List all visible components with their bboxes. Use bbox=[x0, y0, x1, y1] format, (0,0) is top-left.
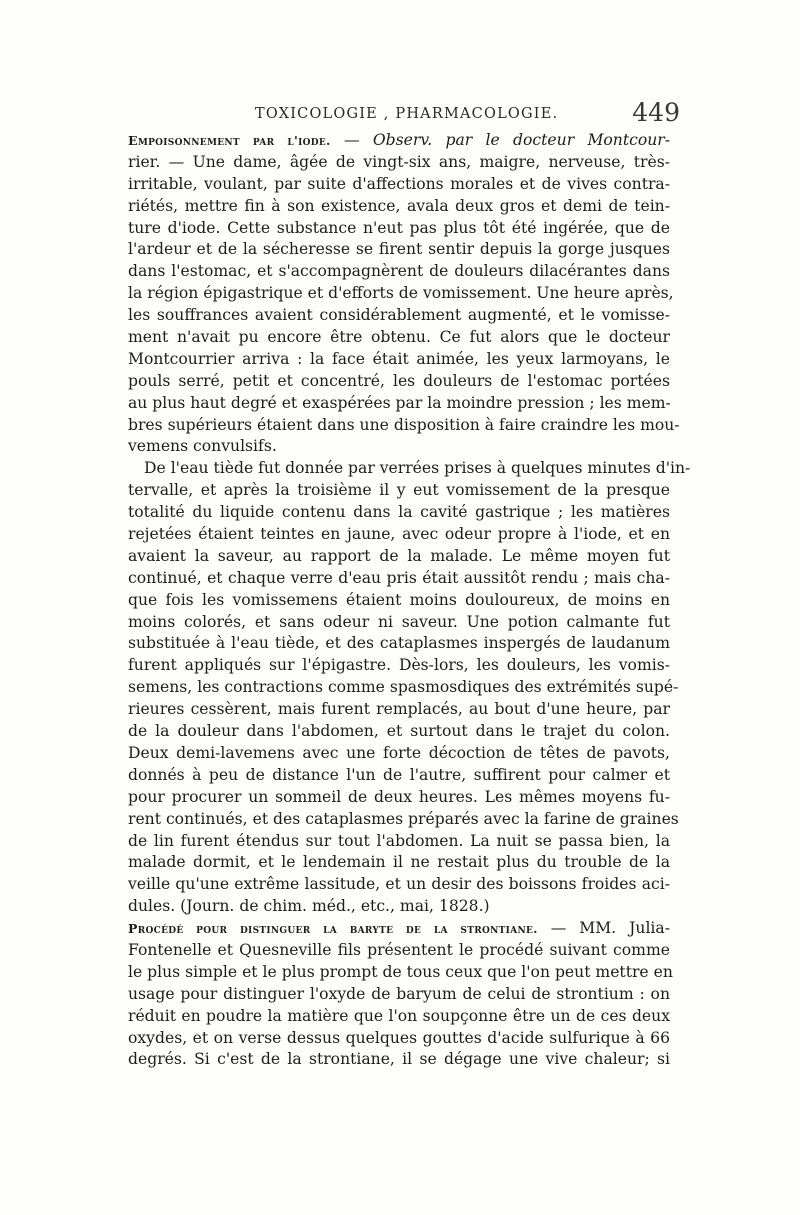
text-line: ment n'avait pu encore être obtenu. Ce fut alors que le docteur bbox=[128, 328, 670, 347]
text-line: de la douleur dans l'abdomen, et surtout dans le trajet du colon. bbox=[128, 722, 670, 741]
text-line: la région épigastrique et d'efforts de vomissement. Une heure après, bbox=[128, 284, 674, 303]
text-line: le plus simple et le plus prompt de tous ceux que l'on peut mettre en bbox=[128, 962, 673, 981]
section-heading: Empoisonnement par l'iode. bbox=[128, 133, 331, 148]
text-line: substituée à l'eau tiède, et des cataplasmes inspergés de laudanum bbox=[128, 634, 670, 653]
text-line: irritable, voulant, par suite d'affections morales et de vives contra- bbox=[128, 174, 670, 193]
text-line: les souffrances avaient considérablement augmenté, et le vomisse- bbox=[128, 306, 670, 325]
text-line: vemens convulsifs. bbox=[128, 437, 277, 456]
text-line: usage pour distinguer l'oxyde de baryum de celui de strontium : on bbox=[128, 984, 670, 1003]
page-number: 449 bbox=[632, 98, 680, 127]
text-line: tervalle, et après la troisième il y eut vomissement de la presque bbox=[128, 481, 670, 500]
text-line: Fontenelle et Quesneville fils présentent le procédé suivant comme bbox=[128, 940, 670, 959]
text-line: malade dormit, et le lendemain il ne restait plus du trouble de la bbox=[128, 853, 670, 872]
text-line: Procédé pour distinguer la baryte de la strontiane. — MM. Julia- bbox=[128, 919, 670, 938]
text-line: degrés. Si c'est de la strontiane, il se dégage une vive chaleur; si bbox=[128, 1050, 670, 1069]
text-line: furent appliqués sur l'épigastre. Dès-lors, les douleurs, les vomis- bbox=[128, 656, 670, 675]
text-line: rieures cessèrent, mais furent remplacés, au bout d'une heure, par bbox=[128, 700, 670, 719]
text-line: oxydes, et on verse dessus quelques gouttes d'acide sulfurique à 66 bbox=[128, 1028, 670, 1047]
text-line: au plus haut degré et exaspérées par la moindre pression ; les mem- bbox=[128, 393, 671, 412]
section-treatment bbox=[128, 458, 691, 918]
text-line: De l'eau tiède fut donnée par verrées prises à quelques minutes d'in- bbox=[144, 459, 691, 478]
text-line: Deux demi-lavemens avec une forte décoction de têtes de pavots, bbox=[128, 743, 670, 762]
text-line: pouls serré, petit et concentré, les douleurs de l'estomac portées bbox=[128, 371, 670, 390]
text-line: dules. (Journ. de chim. méd., etc., mai, 1828.) bbox=[128, 897, 490, 916]
text-line: moins colorés, et sans odeur ni saveur. Une potion calmante fut bbox=[128, 612, 670, 631]
running-title: TOXICOLOGIE , PHARMACOLOGIE. bbox=[255, 106, 559, 122]
text-line: Montcourrier arriva : la face était animée, les yeux larmoyans, le bbox=[128, 349, 670, 368]
text-line: l'ardeur et de la sécheresse se firent sentir depuis la gorge jusques bbox=[128, 240, 670, 259]
text-line: bres supérieurs étaient dans une disposition à faire craindre les mou- bbox=[128, 415, 680, 434]
text-line: de lin furent étendus sur tout l'abdomen. La nuit se passa bien, la bbox=[128, 831, 670, 850]
text-line: rier. — Une dame, âgée de vingt-six ans, maigre, nerveuse, très- bbox=[128, 152, 670, 171]
text-line: totalité du liquide contenu dans la cavité gastrique ; les matières bbox=[128, 503, 670, 522]
text-line: rent continués, et des cataplasmes préparés avec la farine de graines bbox=[128, 809, 679, 828]
text-line: continué, et chaque verre d'eau pris était aussitôt rendu ; mais cha- bbox=[128, 568, 670, 587]
section-baryta-strontiana bbox=[128, 918, 673, 1071]
text-line: Empoisonnement par l'iode. — Observ. par le docteur Montcour- bbox=[128, 131, 670, 149]
section-heading: Procédé pour distinguer la baryte de la strontiane. bbox=[128, 921, 538, 937]
text-line: veille qu'une extrême lassitude, et un desir des boissons froides aci- bbox=[128, 875, 670, 894]
text-line: rejetées étaient teintes en jaune, avec odeur propre à l'iode, et en bbox=[128, 525, 670, 544]
text-line: dans l'estomac, et s'accompagnèrent de douleurs dilacérantes dans bbox=[128, 262, 670, 281]
text-line: donnés à peu de distance l'un de l'autre, suffirent pour calmer et bbox=[128, 765, 670, 784]
text-line: ture d'iode. Cette substance n'eut pas plus tôt été ingérée, que de bbox=[128, 218, 670, 237]
text-line: que fois les vomissemens étaient moins douloureux, de moins en bbox=[128, 590, 670, 609]
text-line: avaient la saveur, au rapport de la malade. Le même moyen fut bbox=[128, 546, 670, 565]
page-header bbox=[255, 100, 680, 130]
text-line: semens, les contractions comme spasmosdiques des extrémités supé- bbox=[128, 678, 679, 697]
text-line: réduit en poudre la matière que l'on soupçonne être un de ces deux bbox=[128, 1006, 670, 1025]
text-line: pour procurer un sommeil de deux heures. Les mêmes moyens fu- bbox=[128, 787, 670, 806]
section-iodine-poisoning bbox=[128, 130, 680, 458]
text-line: riétés, mettre fin à son existence, avala deux gros et demi de tein- bbox=[128, 196, 670, 215]
body-text bbox=[128, 130, 691, 1071]
